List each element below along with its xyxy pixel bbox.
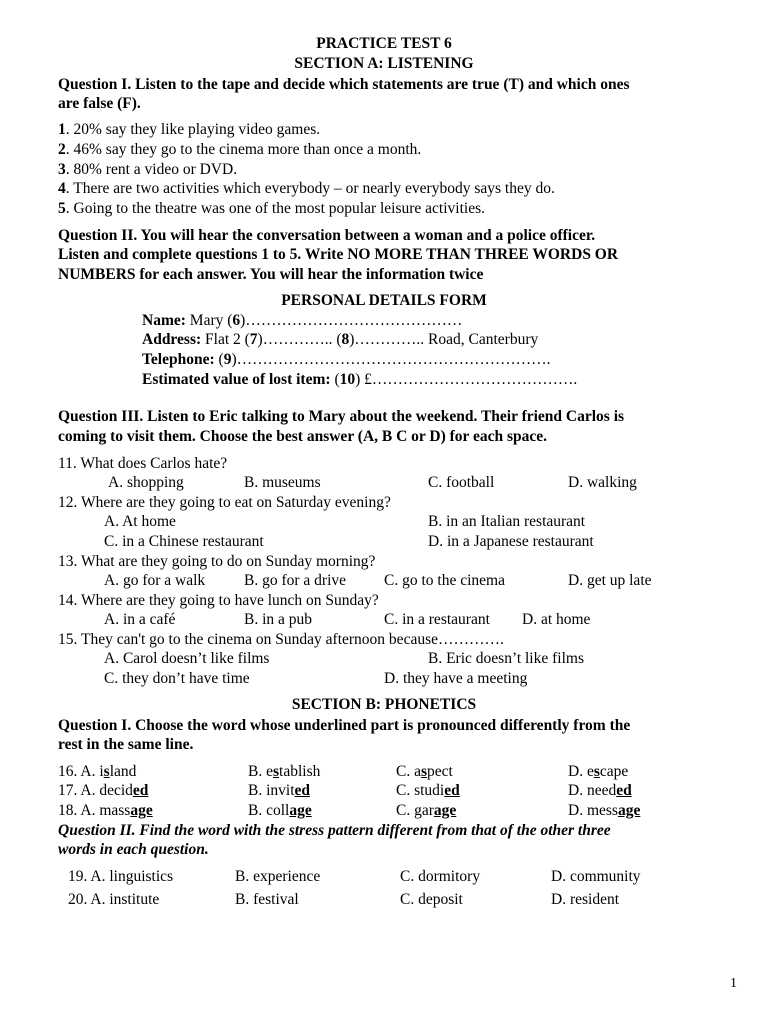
q17-option-b: B. invited <box>248 782 311 799</box>
option-c: C. football <box>428 474 495 491</box>
q18-option-d: D. message <box>568 802 641 819</box>
q16-option-a: 16. A. island <box>58 763 137 780</box>
option-a: A. At home <box>104 513 176 530</box>
option-b: B. go for a drive <box>244 572 347 589</box>
option-b: B. museums <box>244 474 321 491</box>
statement-item: 5. Going to the theatre was one of the most popular leisure activities. <box>58 200 485 217</box>
option-b: B. in an Italian restaurant <box>428 513 586 530</box>
section-a-title: SECTION A: LISTENING <box>294 55 474 72</box>
option-b: B. Eric doesn’t like films <box>428 650 584 667</box>
option-c: C. in a Chinese restaurant <box>104 533 264 550</box>
q18-option-b: B. collage <box>248 802 312 819</box>
q19-option-c: C. dormitory <box>400 868 481 885</box>
q17-option-d: D. needed <box>568 782 632 799</box>
q19-option-b: B. experience <box>235 868 321 885</box>
option-a: A. go for a walk <box>104 572 206 589</box>
q18-option-c: C. garage <box>396 802 457 819</box>
form-title: PERSONAL DETAILS FORM <box>281 292 487 309</box>
question-14: 14. Where are they going to have lunch on Sunday? <box>58 592 379 609</box>
phonetics-q2-heading: Question II. Find the word with the stress pattern different from that of the other three <box>58 822 611 839</box>
page-title: PRACTICE TEST 6 <box>316 35 452 52</box>
option-d: D. in a Japanese restaurant <box>428 533 594 550</box>
q2-heading-cont: Listen and complete questions 1 to 5. Write NO MORE THAN THREE WORDS OR <box>58 246 619 263</box>
option-d: D. at home <box>522 611 591 628</box>
q20-option-c: C. deposit <box>400 891 463 908</box>
q19-option-a: 19. A. linguistics <box>68 868 174 885</box>
form-telephone-row: Telephone: (9)……………………………………………………. <box>142 351 551 368</box>
q19-option-d: D. community <box>551 868 641 885</box>
statement-item: 4. There are two activities which everybody – or nearly everybody says they do. <box>58 180 555 197</box>
q2-heading: Question II. You will hear the conversation between a woman and a police officer. <box>58 227 596 244</box>
option-a: A. shopping <box>108 474 184 491</box>
option-a: A. in a café <box>104 611 176 628</box>
option-a: A. Carol doesn’t like films <box>104 650 270 667</box>
q17-option-a: 17. A. decided <box>58 782 149 799</box>
q16-option-d: D. escape <box>568 763 629 780</box>
q20-option-d: D. resident <box>551 891 620 908</box>
q18-option-a: 18. A. massage <box>58 802 153 819</box>
form-value-row: Estimated value of lost item: (10) £…………………………………. <box>142 371 578 388</box>
option-d: D. get up late <box>568 572 652 589</box>
q17-option-c: C. studied <box>396 782 460 799</box>
q1-heading: Question I. Listen to the tape and decide which statements are true (T) and which ones <box>58 76 630 93</box>
question-11: 11. What does Carlos hate? <box>58 455 228 472</box>
phonetics-q2-heading-cont: words in each question. <box>58 841 209 858</box>
statement-item: 3. 80% rent a video or DVD. <box>58 161 238 178</box>
phonetics-q1-heading: Question I. Choose the word whose underlined part is pronounced differently from the <box>58 717 631 734</box>
page-number: 1 <box>730 976 737 991</box>
q20-option-b: B. festival <box>235 891 299 908</box>
option-b: B. in a pub <box>244 611 313 628</box>
q1-heading-cont: are false (F). <box>58 95 141 112</box>
option-d: D. they have a meeting <box>384 670 528 687</box>
q3-heading: Question III. Listen to Eric talking to Mary about the weekend. Their friend Carlos is <box>58 408 625 425</box>
form-name-row: Name: Mary (6)…………………………………… <box>142 312 463 329</box>
q16-option-c: C. aspect <box>396 763 453 780</box>
option-c: C. go to the cinema <box>384 572 505 589</box>
option-d: D. walking <box>568 474 637 491</box>
question-12: 12. Where are they going to eat on Saturday evening? <box>58 494 391 511</box>
question-13: 13. What are they going to do on Sunday morning? <box>58 553 376 570</box>
statement-item: 1. 20% say they like playing video games. <box>58 121 321 138</box>
statement-item: 2. 46% say they go to the cinema more than once a month. <box>58 141 422 158</box>
form-address-row: Address: Flat 2 (7)………….. (8)………….. Road, Canterbury <box>142 331 539 348</box>
q20-option-a: 20. A. institute <box>68 891 160 908</box>
q16-option-b: B. establish <box>248 763 321 780</box>
q3-heading-cont: coming to visit them. Choose the best answer (A, B C or D) for each space. <box>58 428 548 445</box>
question-15: 15. They can't go to the cinema on Sunday afternoon because…………. <box>58 631 504 648</box>
q2-heading-cont: NUMBERS for each answer. You will hear the information twice <box>58 266 484 283</box>
option-c: C. they don’t have time <box>104 670 250 687</box>
option-c: C. in a restaurant <box>384 611 490 628</box>
section-b-title: SECTION B: PHONETICS <box>291 696 477 713</box>
phonetics-q1-heading-cont: rest in the same line. <box>58 736 194 753</box>
